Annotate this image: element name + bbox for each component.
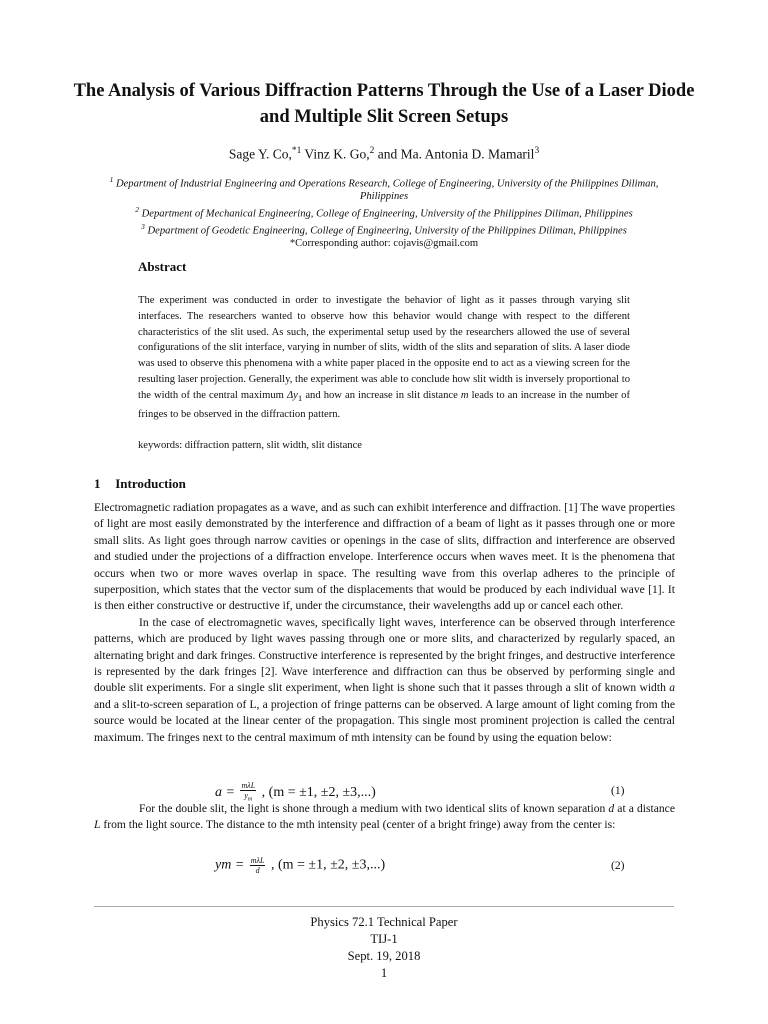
intro-paragraph-1: Electromagnetic radiation propagates as a wave, and as such can exhibit interference and diffraction. [1] The wave properties of light are most easily demonstrated by the interference and diffraction of a beam of light as it passes through one or more small slits. As light goes through narrow cavities or openings in the case of slits, diffraction and interference are observed and studied under the projections of a diffraction envelope. Interference occurs when waves meet. It is the phenomena that occurs when two or more waves overlap in space. The resulting wave from this overlap adheres to the principle of superposition, which states that the vector sum of the displacements that would be produced by each individual wave [1]. It is then either constructive or destructive if, under the circumstance, their wavelengths add up or cancel each other.: [94, 501, 675, 613]
eq1-lhs: a =: [215, 785, 235, 801]
abstract-text-3: leads to an increase in the number of fringes to be observed in the diffraction pattern.: [138, 389, 631, 420]
footer-course: Physics 72.1 Technical Paper: [310, 915, 458, 929]
author-2-mark: 2: [369, 146, 375, 156]
affiliation-2-text: Department of Mechanical Engineering, College of Engineering, University of the Philippines Diliman, Philippines: [141, 208, 633, 220]
eq2-numerator: mλL: [250, 856, 265, 865]
symbol-delta-y: Δy: [286, 389, 298, 401]
affiliation-1-mark: 1: [109, 175, 114, 184]
intro-p3-text-c: from the light source. The distance to the mth intensity peal (center of a bright fringe) away from the center is:: [103, 818, 616, 832]
author-list: [60, 142, 708, 164]
footer-divider: [94, 906, 674, 907]
abstract-text-1: The experiment was conducted in order to investigate the behavior of light as it passes through varying slit interfaces. The researchers wanted to observe how this behavior would change with respect to the different characteristics of the slit used. As such, the experimental setup used by the researchers allowed the use of several configurations of the slit interface, varying in number of slits, width of the slits and separation of slits. A laser diode was used to observe this phenomena with a white paper placed in the opposite end to act as a viewing screen for the resulting laser projection. Generally, the experiment was able to conclude how slit width is inversely proportional to the width of the central maximum: [138, 295, 630, 401]
eq1-denominator: $y_m$: [244, 791, 253, 803]
equation-2-number: (2): [611, 859, 625, 872]
affiliation-2-mark: 2: [135, 204, 139, 214]
page-number: 1: [380, 966, 388, 980]
abstract-heading: Abstract: [138, 259, 187, 274]
abstract-text-2: and how an increase in slit distance: [305, 389, 458, 401]
affiliation-1: [100, 174, 668, 204]
intro-p2-text-a: In the case of electromagnetic waves, specifically light waves, interference can be observed through interference patterns, which are produced by light waves passing through one or more slits, and characterized by regularly spaced, an alternating bright and dark fringes. Constructive interference is represented by the bright fringes, and destructive interference is represented by the dark fringes [2]. Wave interference and diffraction can thus be observed by performing single and double slit experiments. For a single slit experiment, when light is shone such that it passes through a slit of known width: [94, 615, 675, 695]
affiliation-3-text: Department of Geodetic Engineering, College of Engineering, University of the Philippines Diliman, Philippines: [147, 225, 627, 237]
corresponding-author: *Corresponding author: cojavis@gmail.com: [289, 237, 479, 249]
intro-p2-text-b: and a slit-to-screen separation of L, a projection of fringe patterns can be observed. A large amount of light coming from the source would be located at the linear center of the propagation. This single most prominent projection is called the central maximum. The fringes next to the central maximum of mth intensity can be found by using the equation below:: [94, 697, 675, 744]
introduction-body: [94, 500, 675, 746]
eq2-denominator: d: [255, 866, 260, 875]
page-footer: [184, 914, 584, 982]
intro-paragraph-2: [94, 615, 675, 746]
eq2-condition: , (m = ±1, ±2, ±3,...): [270, 857, 386, 873]
affiliation-1-text: Department of Industrial Engineering and Operations Research, College of Engineering, University of the Philippines Diliman, Philippines: [115, 178, 659, 203]
affiliation-3: [100, 221, 668, 238]
introduction-body-continued: [94, 801, 675, 834]
section-heading-introduction: [94, 476, 186, 492]
author-1: Sage Y. Co,: [228, 146, 292, 162]
author-and: and: [377, 146, 398, 162]
intro-paragraph-3: [94, 801, 675, 834]
equation-2: [215, 856, 385, 875]
section-number: 1: [94, 476, 101, 491]
author-2: Vinz K. Go,: [304, 146, 370, 162]
abstract-body: [138, 293, 630, 422]
affiliations: [100, 174, 668, 251]
affiliation-2: [100, 204, 668, 221]
intro-p3-text-a: For the double slit, the light is shone through a medium with two identical slits of known separation: [139, 802, 606, 815]
eq2-lhs: ym =: [215, 857, 245, 873]
eq1-condition: , (m = ±1, ±2, ±3,...): [261, 785, 376, 801]
eq2-fraction: [250, 856, 266, 875]
symbol-L: L: [94, 818, 101, 832]
symbol-d: d: [608, 802, 615, 815]
author-1-mark: *1: [291, 146, 302, 156]
section-title: Introduction: [115, 476, 186, 491]
paper-title: The Analysis of Various Diffraction Patterns Through the Use of a Laser Diode and Multiple Slit Screen Setups: [73, 81, 695, 127]
symbol-m: m: [460, 389, 469, 401]
symbol-delta-y-sub: 1: [297, 392, 303, 403]
author-3: Ma. Antonia D. Mamaril: [400, 146, 535, 162]
eq1-numerator: mλL: [241, 781, 256, 790]
footer-code: TIJ-1: [370, 932, 398, 946]
footer-date: Sept. 19, 2018: [347, 949, 421, 963]
affiliation-3-mark: 3: [141, 221, 145, 231]
keywords: keywords: diffraction pattern, slit width, slit distance: [138, 440, 362, 451]
author-3-mark: 3: [534, 146, 540, 156]
intro-p3-text-b: at a distance: [617, 802, 675, 815]
symbol-a: a: [669, 681, 675, 695]
equation-1-number: (1): [611, 784, 625, 797]
